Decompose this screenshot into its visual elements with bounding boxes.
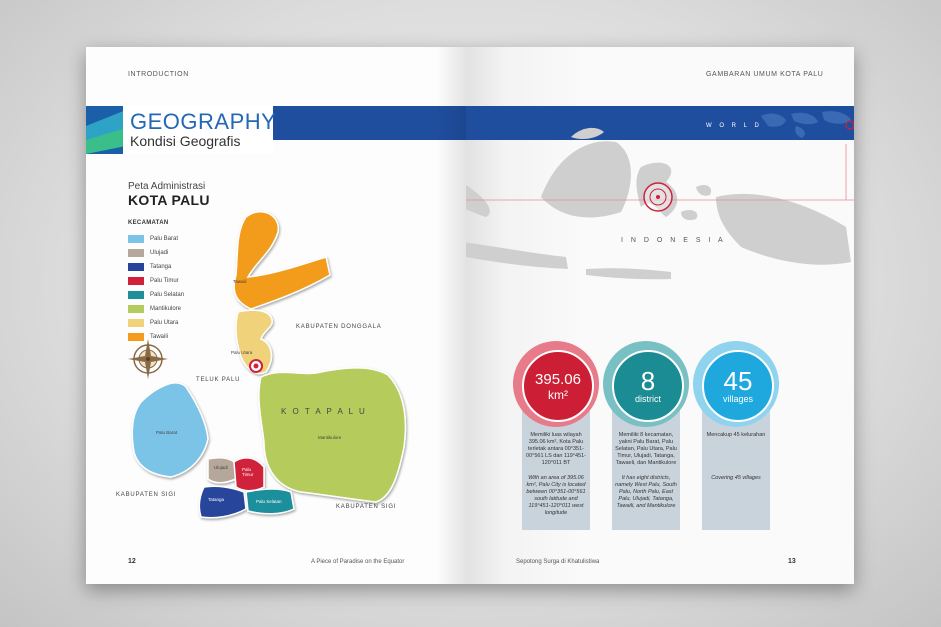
world-label: W O R L D [706, 123, 762, 129]
region-label-palu-selatan: Palu Selatan [256, 499, 282, 504]
stat-text-id-district: Memiliki 8 kecamatan, yakni Palu Barat, Palu Selatan, Palu Utara, Palu Timur, Ulujadi, Tatanga, Tawaeli, dan Mantikulore [615, 432, 677, 466]
region-label-tawaili: Tawaili [233, 279, 247, 284]
footer-tagline-left: A Piece of Paradise on the Equator [311, 559, 405, 565]
magazine-spread [86, 47, 854, 584]
stat-text-id-area: Memiliki luas wilayah 395.06 km², Kota Palu terletak antara 00°351-00°561 LS dan 119°451-120°011 BT [526, 432, 586, 466]
stat-value-villages: 45 [723, 366, 753, 396]
legend-label: Mantikulore [150, 306, 182, 312]
region-label-mantikulore: Mantikulore [318, 435, 342, 440]
region-label-palu-barat: Palu Barat [156, 430, 178, 435]
stat-value-district: 8 [640, 366, 656, 396]
region-label-palu-utara: Palu Utara [231, 350, 253, 355]
region-label-ulujadi: Ulujadi [214, 465, 228, 470]
legend-label: Ulujadi [150, 250, 169, 256]
page-subtitle: Kondisi Geografis [130, 133, 241, 149]
left-page [86, 47, 466, 584]
area-label-kab-sigi-right: KABUPATEN SIGI [336, 504, 397, 510]
stat-circle-area [513, 341, 599, 427]
section-label-right: GAMBARAN UMUM KOTA PALU [706, 71, 824, 78]
stat-value-area: 395.06 [535, 370, 581, 388]
legend-heading: KECAMATAN [128, 220, 169, 226]
page-number-left: 12 [128, 558, 136, 565]
legend-label: Palu Timur [150, 278, 179, 284]
area-label-kota-palu: K O T A P A L U [281, 407, 367, 416]
section-label-left: INTRODUCTION [128, 71, 189, 78]
right-page [466, 47, 854, 584]
stat-circle-villages [693, 341, 779, 427]
legend-label: Tawaili [150, 334, 169, 340]
indonesia-map [466, 47, 854, 347]
stat-text-id-villages: Mencakup 45 kelurahan [706, 432, 766, 438]
stat-unit-villages: villages [722, 394, 753, 404]
region-tawaili [234, 212, 330, 309]
area-label-kab-sigi-left: KABUPATEN SIGI [116, 492, 177, 498]
stat-text-en-villages: Covering 45 villages [711, 475, 761, 481]
area-label-kab-donggala: KABUPATEN DONGGALA [296, 324, 382, 330]
area-label-teluk-palu: TELUK PALU [196, 377, 241, 383]
indonesia-label: I N D O N E S I A [621, 237, 726, 244]
legend-label: Palu Barat [150, 236, 179, 242]
legend-label: Tatanga [150, 264, 172, 270]
legend-label: Palu Selatan [150, 292, 185, 298]
stat-unit-area: km² [548, 387, 568, 402]
map-caption-big: KOTA PALU [128, 192, 210, 208]
stat-circle-inner [702, 350, 774, 422]
stat-unit-district: district [634, 394, 661, 404]
region-ulujadi [208, 458, 236, 483]
stat-circle-inner [612, 350, 684, 422]
map-caption-small: Peta Administrasi [128, 181, 206, 192]
stat-circle-district [603, 341, 689, 427]
region-label-tatanga: Tatanga [208, 497, 225, 502]
footer-tagline-right: Sepotong Surga di Khatulistiwa [516, 559, 600, 565]
page-number-right: 13 [788, 558, 796, 565]
stat-text-en-area: With an area of 395.06 km², Palu City is located between 00°351-00°561 south latitude and 119°451-120°011 west longitude [526, 475, 586, 516]
stat-text-en-district: It has eight districts, namely West Palu, South Palu, North Palu, East Palu, Ulujadi, Tatanga, Tawaili, and Mantikulore [615, 475, 677, 509]
legend-label: Palu Utara [150, 320, 179, 326]
region-label-palu-timur: Palu Timur [242, 467, 254, 477]
stat-circle-inner [522, 350, 594, 422]
page-title: GEOGRAPHY [130, 109, 277, 134]
